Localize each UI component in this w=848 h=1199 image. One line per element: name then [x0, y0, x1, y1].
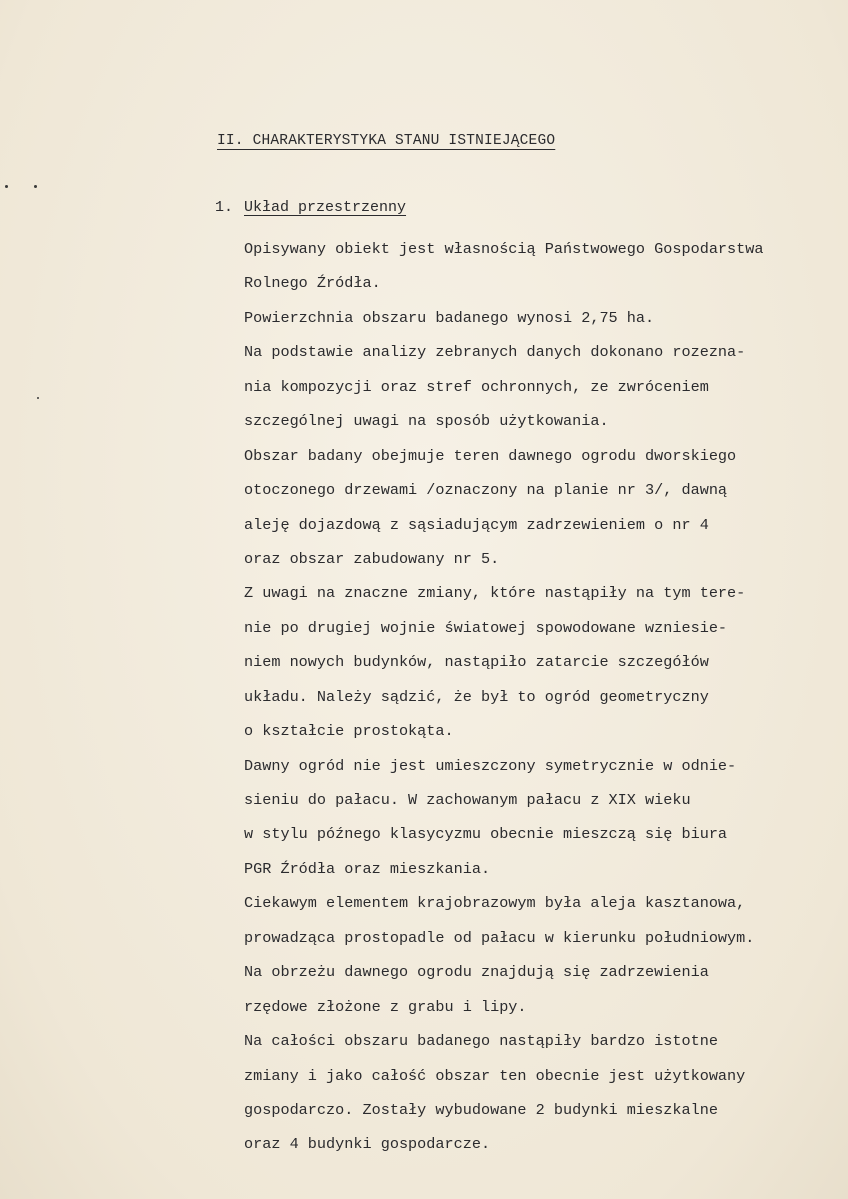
text-line: Ciekawym elementem krajobrazowym była aleja kasztanowa, [244, 894, 746, 913]
paper-speck [5, 185, 8, 188]
text-line: Obszar badany obejmuje teren dawnego ogrodu dworskiego [244, 446, 737, 465]
text-line: rzędowe złożone z grabu i lipy. [244, 997, 527, 1016]
text-line: nia kompozycji oraz stref ochronnych, ze zwróceniem [244, 377, 709, 396]
text-line: gospodarczo. Zostały wybudowane 2 budynki mieszkalne [244, 1100, 718, 1119]
text-line: Na obrzeżu dawnego ogrodu znajdują się zadrzewienia [244, 963, 709, 982]
text-line: o kształcie prostokąta. [244, 722, 454, 741]
chapter-heading: II. CHARAKTERYSTYKA STANU ISTNIEJĄCEGO [217, 133, 556, 149]
text-line: w stylu późnego klasycyzmu obecnie mieszczą się biura [244, 825, 728, 844]
text-line: szczególnej uwagi na sposób użytkowania. [244, 412, 609, 431]
text-line: prowadząca prostopadle od pałacu w kierunku południowym. [244, 928, 755, 947]
text-line: zmiany i jako całość obszar ten obecnie jest użytkowany [244, 1066, 746, 1085]
section-number: 1. [215, 199, 234, 216]
body-text [244, 237, 764, 1167]
text-line: Powierzchnia obszaru badanego wynosi 2,75 ha. [244, 308, 655, 327]
paper-speck [34, 185, 37, 188]
text-line: Na całości obszaru badanego nastąpiły bardzo istotne [244, 1032, 718, 1051]
text-line: sieniu do pałacu. W zachowanym pałacu z XIX wieku [244, 791, 691, 809]
paper-speck [37, 397, 39, 399]
text-line: nie po drugiej wojnie światowej spowodowane wzniesie- [244, 618, 728, 637]
text-line: oraz obszar zabudowany nr 5. [244, 549, 500, 568]
text-line: aleję dojazdową z sąsiadującym zadrzewieniem o nr 4 [244, 515, 709, 534]
text-line: Na podstawie analizy zebranych danych dokonano rozezna- [244, 343, 746, 362]
text-line: układu. Należy sądzić, że był to ogród geometryczny [244, 687, 709, 706]
text-line: niem nowych budynków, nastąpiło zatarcie szczegółów [244, 653, 709, 672]
text-line: Rolnego Źródła. [244, 274, 381, 293]
text-line: otoczonego drzewami /oznaczony na planie nr 3/, dawną [244, 481, 728, 500]
text-line: PGR Źródła oraz mieszkania. [244, 859, 491, 878]
text-line: Dawny ogród nie jest umieszczony symetrycznie w odnie- [244, 756, 737, 775]
text-line: Opisywany obiekt jest własnością Państwowego Gospodarstwa [244, 240, 764, 258]
text-line: oraz 4 budynki gospodarcze. [244, 1135, 491, 1154]
section-title: Układ przestrzenny [244, 199, 407, 216]
text-line: Z uwagi na znaczne zmiany, które nastąpiły na tym tere- [244, 584, 746, 603]
